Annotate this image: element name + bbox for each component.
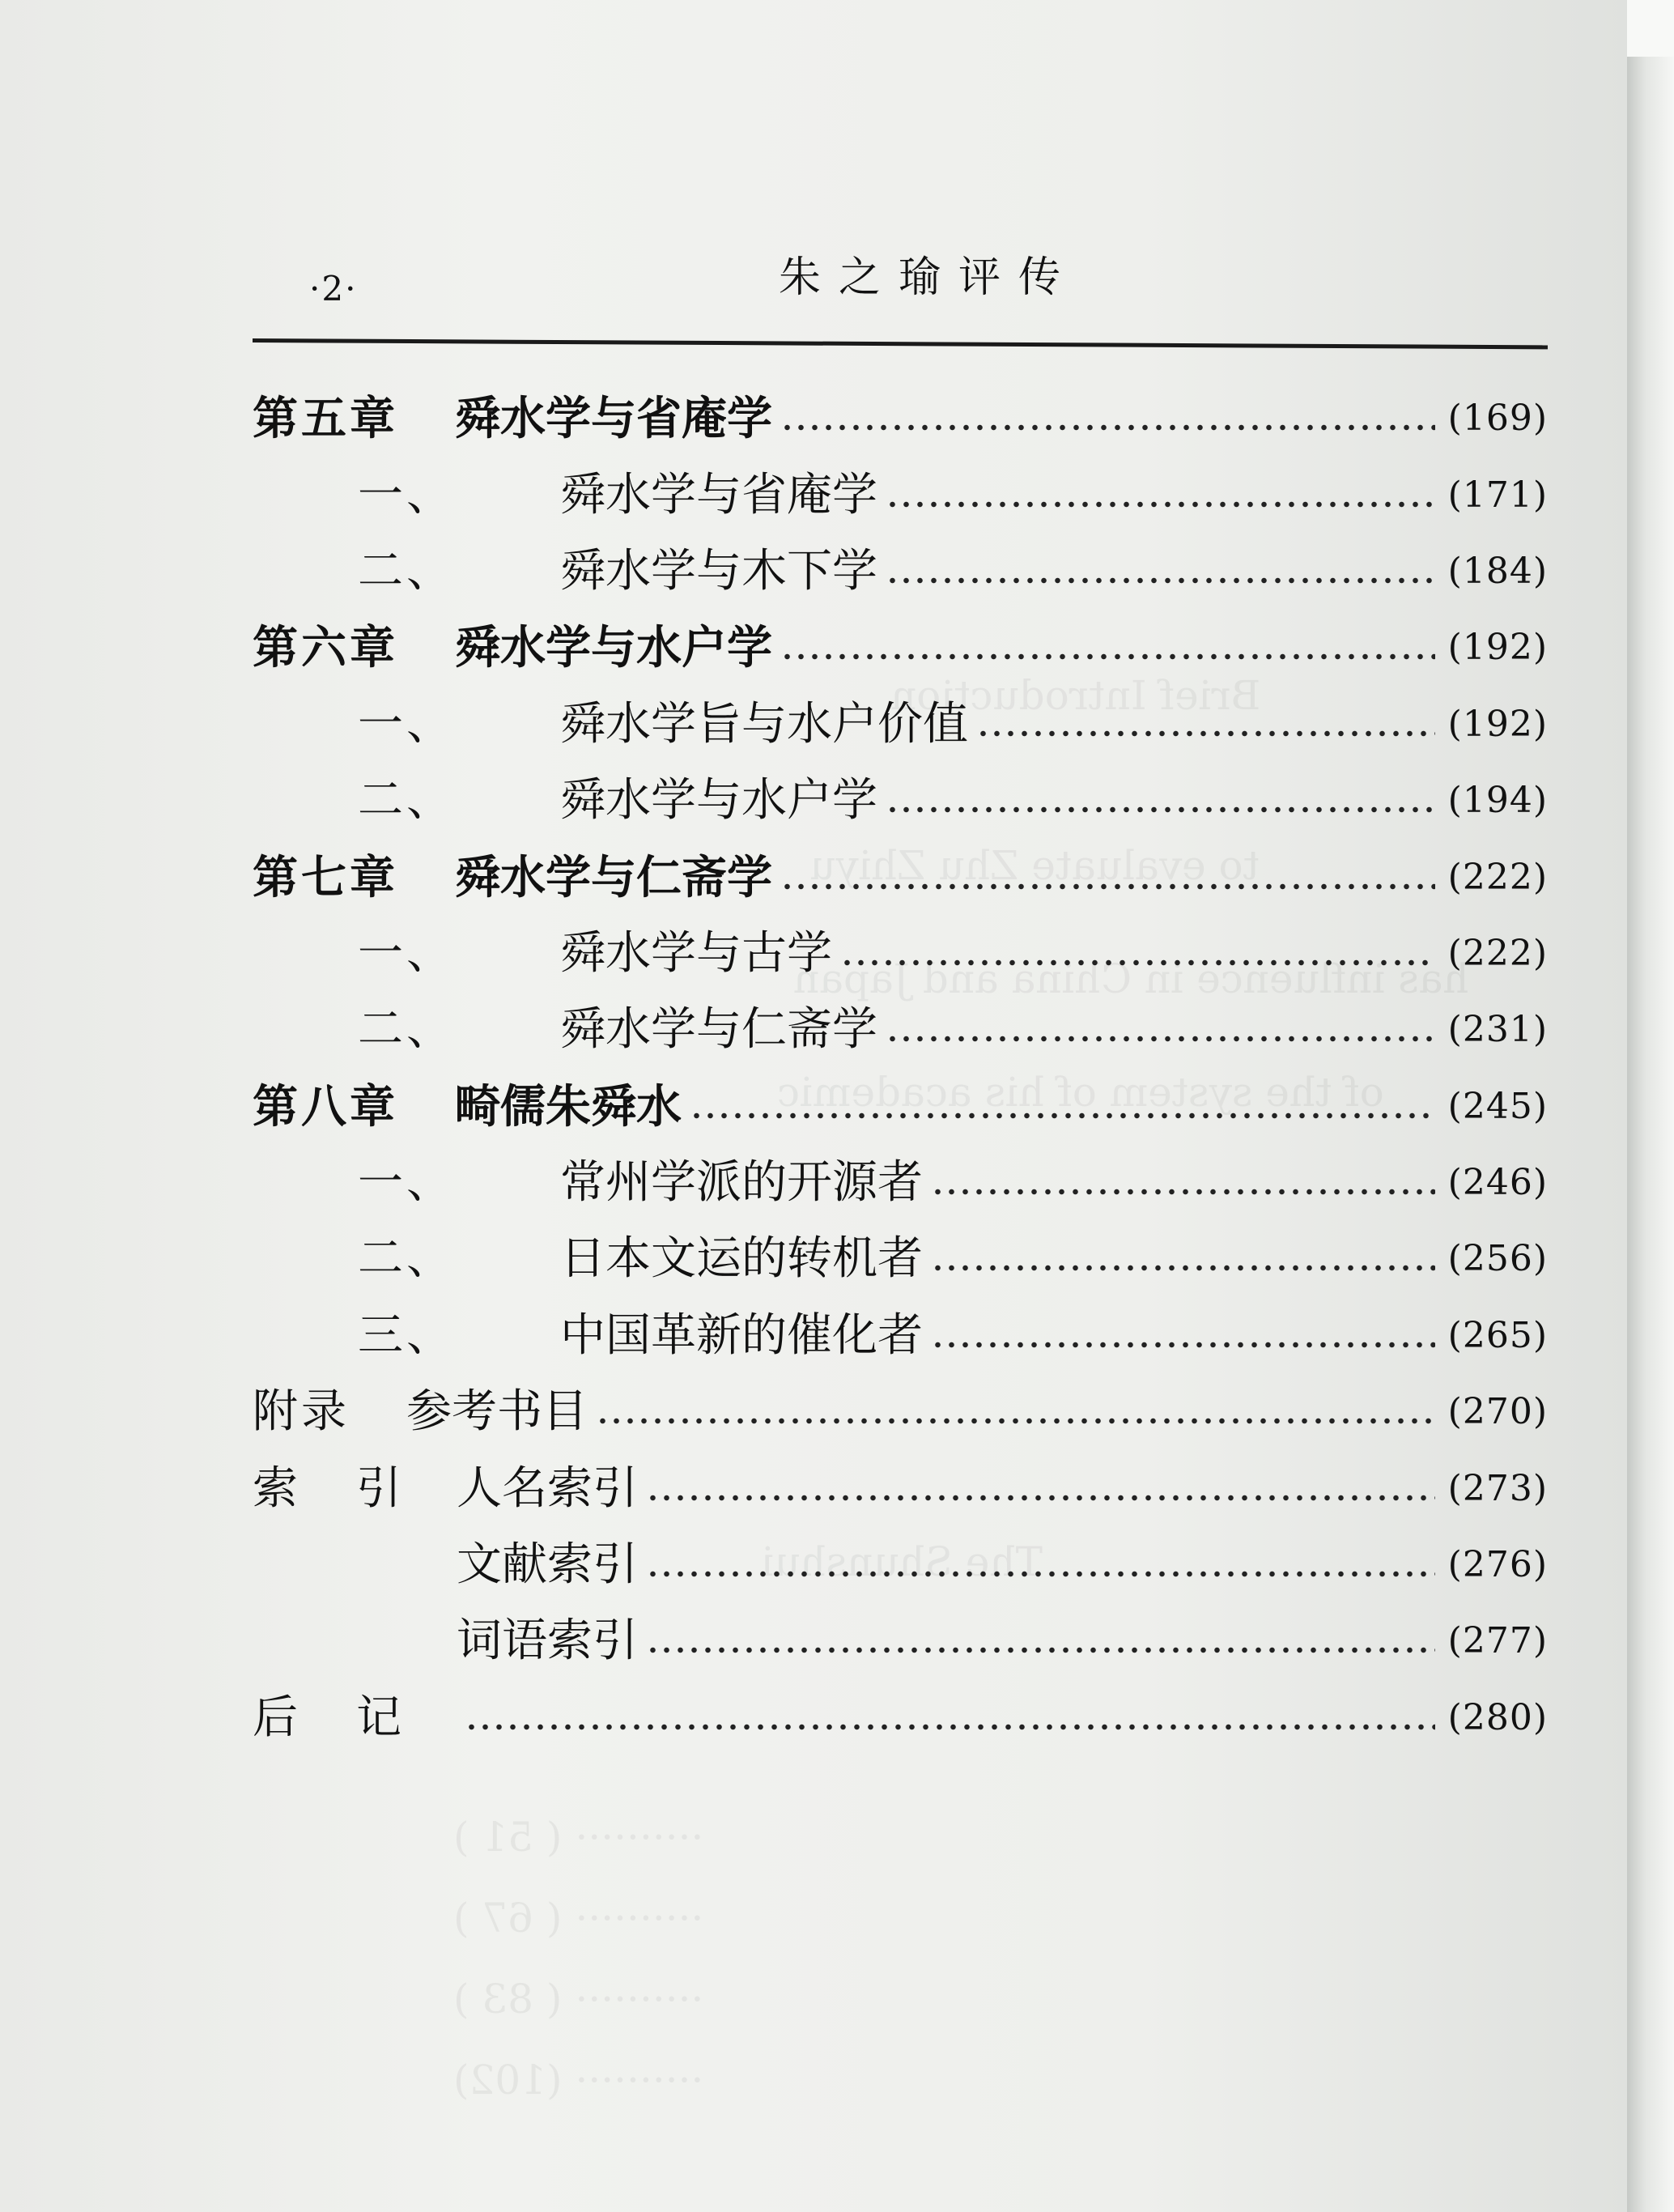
toc-entry-page: (273)	[1447, 1467, 1548, 1509]
header-rule	[253, 338, 1548, 349]
table-of-contents	[253, 381, 1548, 1756]
toc-entry-number: 第八章	[253, 1079, 398, 1134]
toc-entry	[253, 1603, 1548, 1679]
toc-leader-dots	[931, 1264, 1435, 1272]
toc-entry-label	[253, 697, 968, 751]
page-header	[253, 236, 1548, 334]
toc-entry-page: (265)	[1447, 1314, 1548, 1356]
toc-entry-title: 常州学派的开源者	[560, 1156, 923, 1210]
toc-entry-title: 文献索引	[457, 1538, 638, 1592]
toc-entry-page: (277)	[1447, 1620, 1548, 1662]
toc-leader-dots	[465, 1723, 1435, 1731]
toc-entry-page: (276)	[1447, 1544, 1548, 1586]
toc-entry-number: 一、	[358, 468, 455, 521]
toc-entry-label	[253, 621, 772, 675]
toc-entry-number: 第六章	[253, 621, 398, 675]
toc-entry-page: (231)	[1447, 1009, 1548, 1051]
toc-entry-title: 舜水学与水户学	[455, 621, 772, 675]
toc-leader-dots	[596, 1417, 1435, 1425]
toc-entry-number: 二、	[358, 774, 455, 827]
toc-leader-dots	[690, 1112, 1435, 1120]
toc-entry-label	[253, 1691, 460, 1744]
toc-entry	[253, 1298, 1548, 1374]
toc-entry-title: 舜水学与水户学	[560, 774, 877, 827]
toc-entry-title: 舜水学旨与水户价值	[560, 697, 968, 751]
toc-entry-number: 二、	[358, 1003, 455, 1057]
toc-entry	[253, 1145, 1548, 1221]
toc-entry-number: 二、	[358, 544, 455, 598]
toc-leader-dots	[646, 1570, 1435, 1578]
toc-leader-dots	[840, 959, 1435, 967]
toc-entry-label	[253, 1156, 923, 1210]
toc-entry-label	[253, 1232, 923, 1286]
toc-leader-dots	[780, 883, 1435, 891]
toc-entry-page: (194)	[1447, 780, 1548, 822]
toc-entry	[253, 534, 1548, 610]
toc-entry-page: (246)	[1447, 1162, 1548, 1204]
toc-entry-label	[253, 926, 832, 980]
toc-entry	[253, 687, 1548, 763]
toc-entry-label	[253, 1538, 638, 1592]
toc-entry	[253, 1527, 1548, 1603]
toc-leader-dots	[931, 1188, 1435, 1196]
toc-entry	[253, 1221, 1548, 1297]
toc-entry-title: 舜水学与仁斋学	[455, 850, 772, 904]
toc-leader-dots	[780, 653, 1435, 661]
toc-entry-page: (222)	[1447, 856, 1548, 898]
toc-entry-label	[253, 1461, 638, 1515]
toc-entry	[253, 1450, 1548, 1526]
toc-entry-title: 词语索引	[457, 1614, 638, 1668]
toc-entry	[253, 381, 1548, 457]
toc-entry-title: 舜水学与省庵学	[560, 468, 877, 521]
toc-entry-page: (171)	[1447, 474, 1548, 516]
toc-entry	[253, 763, 1548, 839]
next-page-edge	[1627, 0, 1674, 2212]
toc-entry-title: 参考书目	[406, 1385, 588, 1439]
toc-entry-number: 第五章	[253, 392, 398, 446]
page-number: ·2·	[309, 269, 358, 308]
toc-entry-title: 畸儒朱舜水	[455, 1079, 682, 1134]
toc-entry-number: 一、	[358, 1156, 455, 1210]
toc-entry-number: 一、	[358, 926, 455, 980]
toc-entry-label	[253, 774, 877, 827]
toc-entry-label	[253, 544, 877, 598]
page-corner	[1627, 0, 1674, 57]
toc-entry-page: (192)	[1447, 703, 1548, 745]
toc-entry-label	[253, 1003, 877, 1057]
toc-entry-title: 日本文运的转机者	[560, 1232, 923, 1286]
toc-entry-title: 舜水学与省庵学	[455, 392, 772, 446]
toc-entry-page: (270)	[1447, 1391, 1548, 1433]
toc-entry	[253, 992, 1548, 1068]
toc-entry-number: 一、	[358, 697, 455, 751]
toc-entry-number: 附录	[253, 1385, 350, 1439]
toc-leader-dots	[886, 576, 1435, 585]
toc-entry-page: (245)	[1447, 1085, 1548, 1127]
toc-leader-dots	[886, 806, 1435, 814]
toc-entry-number: 三、	[358, 1308, 455, 1362]
toc-entry-page: (280)	[1447, 1696, 1548, 1738]
toc-leader-dots	[646, 1494, 1435, 1502]
toc-leader-dots	[886, 1035, 1435, 1043]
toc-leader-dots	[886, 500, 1435, 508]
toc-leader-dots	[646, 1646, 1435, 1654]
show-through-ghost-text: Brief Introduction to evaluate Zhu Zhiyu has influence in China and Japan of the system of his academic The Shunshui ·········· ( 51 ) ·········· ( 67 ) ·········· ( 83 ) ·········· (102)	[453, 672, 1469, 2104]
toc-entry-label	[253, 392, 772, 446]
toc-entry	[253, 1680, 1548, 1756]
toc-entry-title: 舜水学与古学	[560, 926, 832, 980]
toc-entry-title: 舜水学与仁斋学	[560, 1003, 877, 1057]
toc-entry-label	[253, 1385, 588, 1439]
toc-entry-label	[253, 1614, 638, 1668]
toc-entry-label	[253, 850, 772, 904]
toc-entry-number: 二、	[358, 1232, 455, 1286]
toc-entry-number: 第七章	[253, 850, 398, 904]
toc-leader-dots	[780, 423, 1435, 432]
toc-entry-label	[253, 1079, 682, 1134]
toc-entry-page: (184)	[1447, 550, 1548, 592]
running-title: 朱之瑜评传	[779, 253, 1079, 302]
toc-entry-label	[253, 1308, 923, 1362]
toc-leader-dots	[931, 1341, 1435, 1349]
toc-entry-number: 索引	[253, 1461, 460, 1515]
toc-entry-title: 人名索引	[457, 1461, 638, 1515]
toc-entry-title: 中国革新的催化者	[560, 1308, 923, 1362]
toc-entry	[253, 457, 1548, 533]
toc-entry-number: 后记	[253, 1691, 460, 1744]
toc-entry	[253, 916, 1548, 992]
toc-entry-page: (222)	[1447, 932, 1548, 974]
toc-entry-label	[253, 468, 877, 521]
toc-entry	[253, 610, 1548, 686]
toc-entry-page: (192)	[1447, 627, 1548, 669]
toc-entry	[253, 839, 1548, 915]
toc-entry-title: 舜水学与木下学	[560, 544, 877, 598]
toc-entry-page: (169)	[1447, 398, 1548, 440]
toc-entry-page: (256)	[1447, 1238, 1548, 1280]
toc-leader-dots	[976, 730, 1435, 738]
toc-entry	[253, 1374, 1548, 1450]
toc-entry	[253, 1069, 1548, 1145]
